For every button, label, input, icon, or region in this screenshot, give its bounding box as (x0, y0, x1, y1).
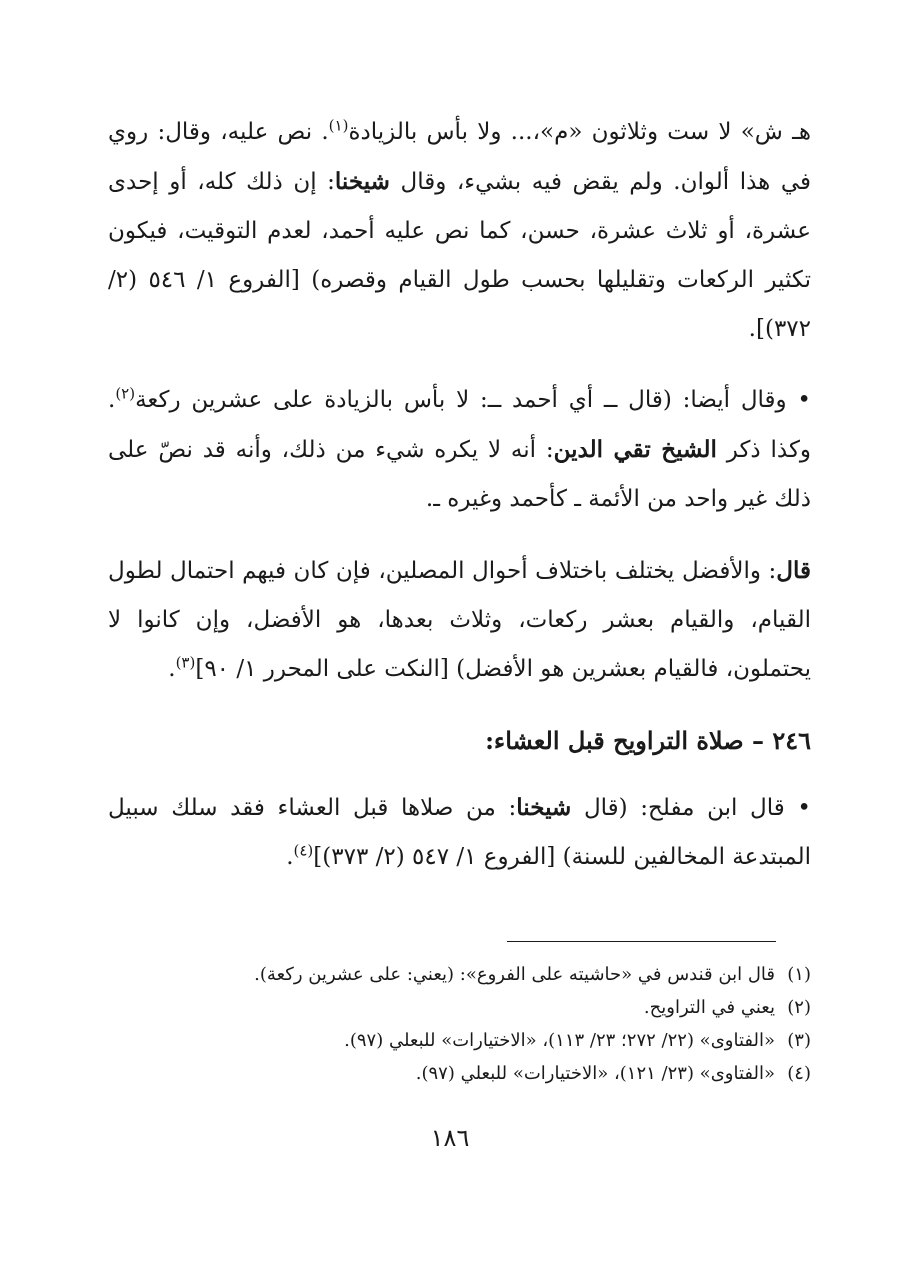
page-number: ١٨٦ (430, 1124, 470, 1152)
footnote-ref-1: (١) (328, 116, 349, 135)
footnote-3 (108, 1024, 811, 1057)
footnotes (108, 958, 811, 1090)
qala-label: قال (776, 557, 811, 584)
footnote-ref-4: (٤) (293, 841, 314, 860)
footnote-2 (108, 991, 811, 1024)
footnote-number: (٣) (787, 1030, 811, 1051)
footnote-text: يعني في التراويح. (643, 997, 775, 1018)
shaykh-name: شيخنا (334, 168, 390, 195)
footnote-number: (٢) (787, 997, 811, 1018)
paragraph-4: • قال ابن مفلح: (قال شيخنا: من صلاها قبل العشاء فقد سلك سبيل المبتدعة المخالفين للسنة) [الفروع ١/ ٥٤٧ (٢/ ٣٧٣)]$^{(٤)}$. (108, 794, 811, 870)
footnote-4 (108, 1057, 811, 1090)
footnote-separator (507, 941, 776, 942)
footnote-ref-3: (٣) (175, 653, 196, 672)
paragraph-1: هـ ش» لا ست وثلاثون «م»،... ولا بأس بالزيادة$^{(١)}$. نص عليه، وقال: روي في هذا ألوان. ولم يقض فيه بشيء، وقال شيخنا: إن ذلك كله، أو إحدى عشرة، أو ثلاث عشرة، حسن، كما نص عليه أحمد، لعدم التوقيت، فيكون تكثير الركعات وتقليلها بحسب طول القيام وقصره) [الفروع ١/ ٥٤٦ (٢/ ٣٧٢)]. (108, 116, 812, 342)
footnote-ref-2: (٢) (115, 384, 136, 403)
footnote-text: «الفتاوى» (٢٢/ ٢٧٢؛ ٢٣/ ١١٣)، «الاختيارات» للبعلي (٩٧). (344, 1030, 775, 1051)
shaykh-name: الشيخ تقي الدين (553, 436, 717, 463)
section-heading: ٢٤٦ – صلاة التراويح قبل العشاء: (485, 726, 811, 755)
shaykh-name: شيخنا (516, 794, 572, 821)
footnote-number: (٤) (787, 1063, 811, 1084)
footnote-1 (108, 958, 811, 991)
footnote-text: «الفتاوى» (٢٣/ ١٢١)، «الاختيارات» للبعلي (٩٧). (415, 1063, 775, 1084)
main-text (108, 108, 811, 882)
footnote-number: (١) (787, 964, 811, 985)
paragraph-3: قال: والأفضل يختلف باختلاف أحوال المصلين، فإن كان فيهم احتمال لطول القيام، والقيام بعشر ركعات، وثلاث بعدها، هو الأفضل، وإن كانوا لا يحتملون، فالقيام بعشرين هو الأفضل) [النكت على المحرر ١/ ٩٠]$^{(٣)}$. (108, 557, 811, 682)
paragraph-2: • وقال أيضا: (قال ــ أي أحمد ــ: لا بأس بالزيادة على عشرين ركعة$^{(٢)}$. وكذا ذكر الشيخ تقي الدين: أنه لا يكره شيء من ذلك، وأنه قد نصّ على ذلك غير واحد من الأئمة ـ كأحمد وغيره ـ. (108, 384, 812, 512)
footnote-text: قال ابن قندس في «حاشيته على الفروع»: (يعني: على عشرين ركعة). (254, 964, 775, 985)
